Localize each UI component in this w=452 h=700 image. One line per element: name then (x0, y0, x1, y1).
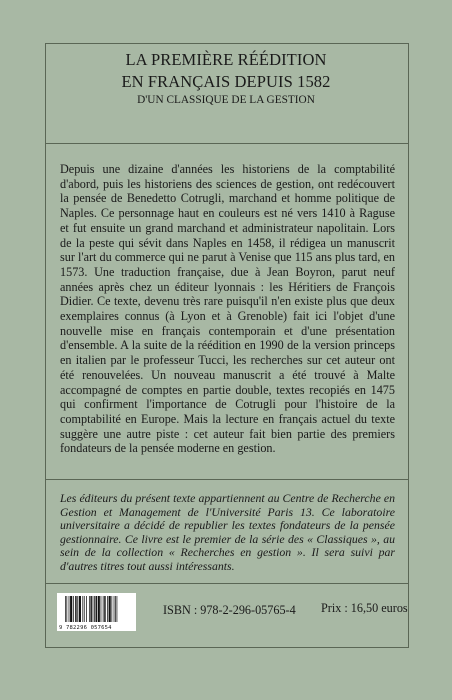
price: Prix : 16,50 euros (321, 601, 408, 615)
barcode-digits: 9 782296 057654 (59, 625, 112, 631)
title-line-2: EN FRANÇAIS DEPUIS 1582 (121, 72, 331, 91)
barcode (57, 593, 136, 631)
barcode-bars-icon (65, 596, 134, 622)
editors-note: Les éditeurs du présent texte appartiennent au Centre de Recherche en Gestion et Management de l'Université Paris 13. Ce laboratoire universitaire a décidé de republier les textes fondateurs de la pensée gestionnaire. Ce livre est le premier de la série des « Classiques », au sein de la collection « Recherches en gestion ». Il sera suivi par d'autres titres tout aussi intéressants. (60, 491, 395, 573)
title-line-1: LA PREMIÈRE RÉÉDITION (125, 50, 327, 69)
description-paragraph: Depuis une dizaine d'années les historiens de la comptabilité d'abord, puis les historiens des sciences de gestion, ont redécouvert la pensée de Benedetto Cotrugli, marchand et homme politique de Naples. Ce personnage haut en couleurs est né vers 1410 à Raguse et fut ensuite un grand marchand et administrateur napolitain. Lors de la peste qui sévit dans Naples en 1458, il rédigea un manuscrit sur l'art du commerce qui ne parut à Venise que 115 ans plus tard, en 1573. Une traduction française, due à Jean Boyron, parut neuf années après chez un éditeur lyonnais : les Héritiers de François Didier. Ce texte, devenu très rare puisqu'il n'en existe plus que deux exemplaires connus (à Lyon et à Grenoble) fait ici l'objet d'une nouvelle mise en français contemporain et d'une présentation d'ensemble. A la suite de la réédition en 1990 de la version princeps en italien par le professeur Tucci, les recherches sur cet auteur ont été renouvelées. Un nouveau manuscrit a été trouvé à Malte accompagné de comptes en partie double, textes recopiés en 1475 qui confirment l'importance de Cotrugli pour l'histoire de la comptabilité en Europe. Mais la lecture en français actuel du texte suggère une autre piste : cet auteur fait bien partie des premiers fondateurs de la pensée moderne en gestion. (60, 162, 395, 456)
divider-top (45, 143, 409, 144)
subtitle: D'UN CLASSIQUE DE LA GESTION (137, 94, 315, 106)
isbn: ISBN : 978-2-296-05765-4 (163, 603, 296, 617)
divider-bottom (45, 583, 409, 584)
divider-middle (45, 479, 409, 480)
